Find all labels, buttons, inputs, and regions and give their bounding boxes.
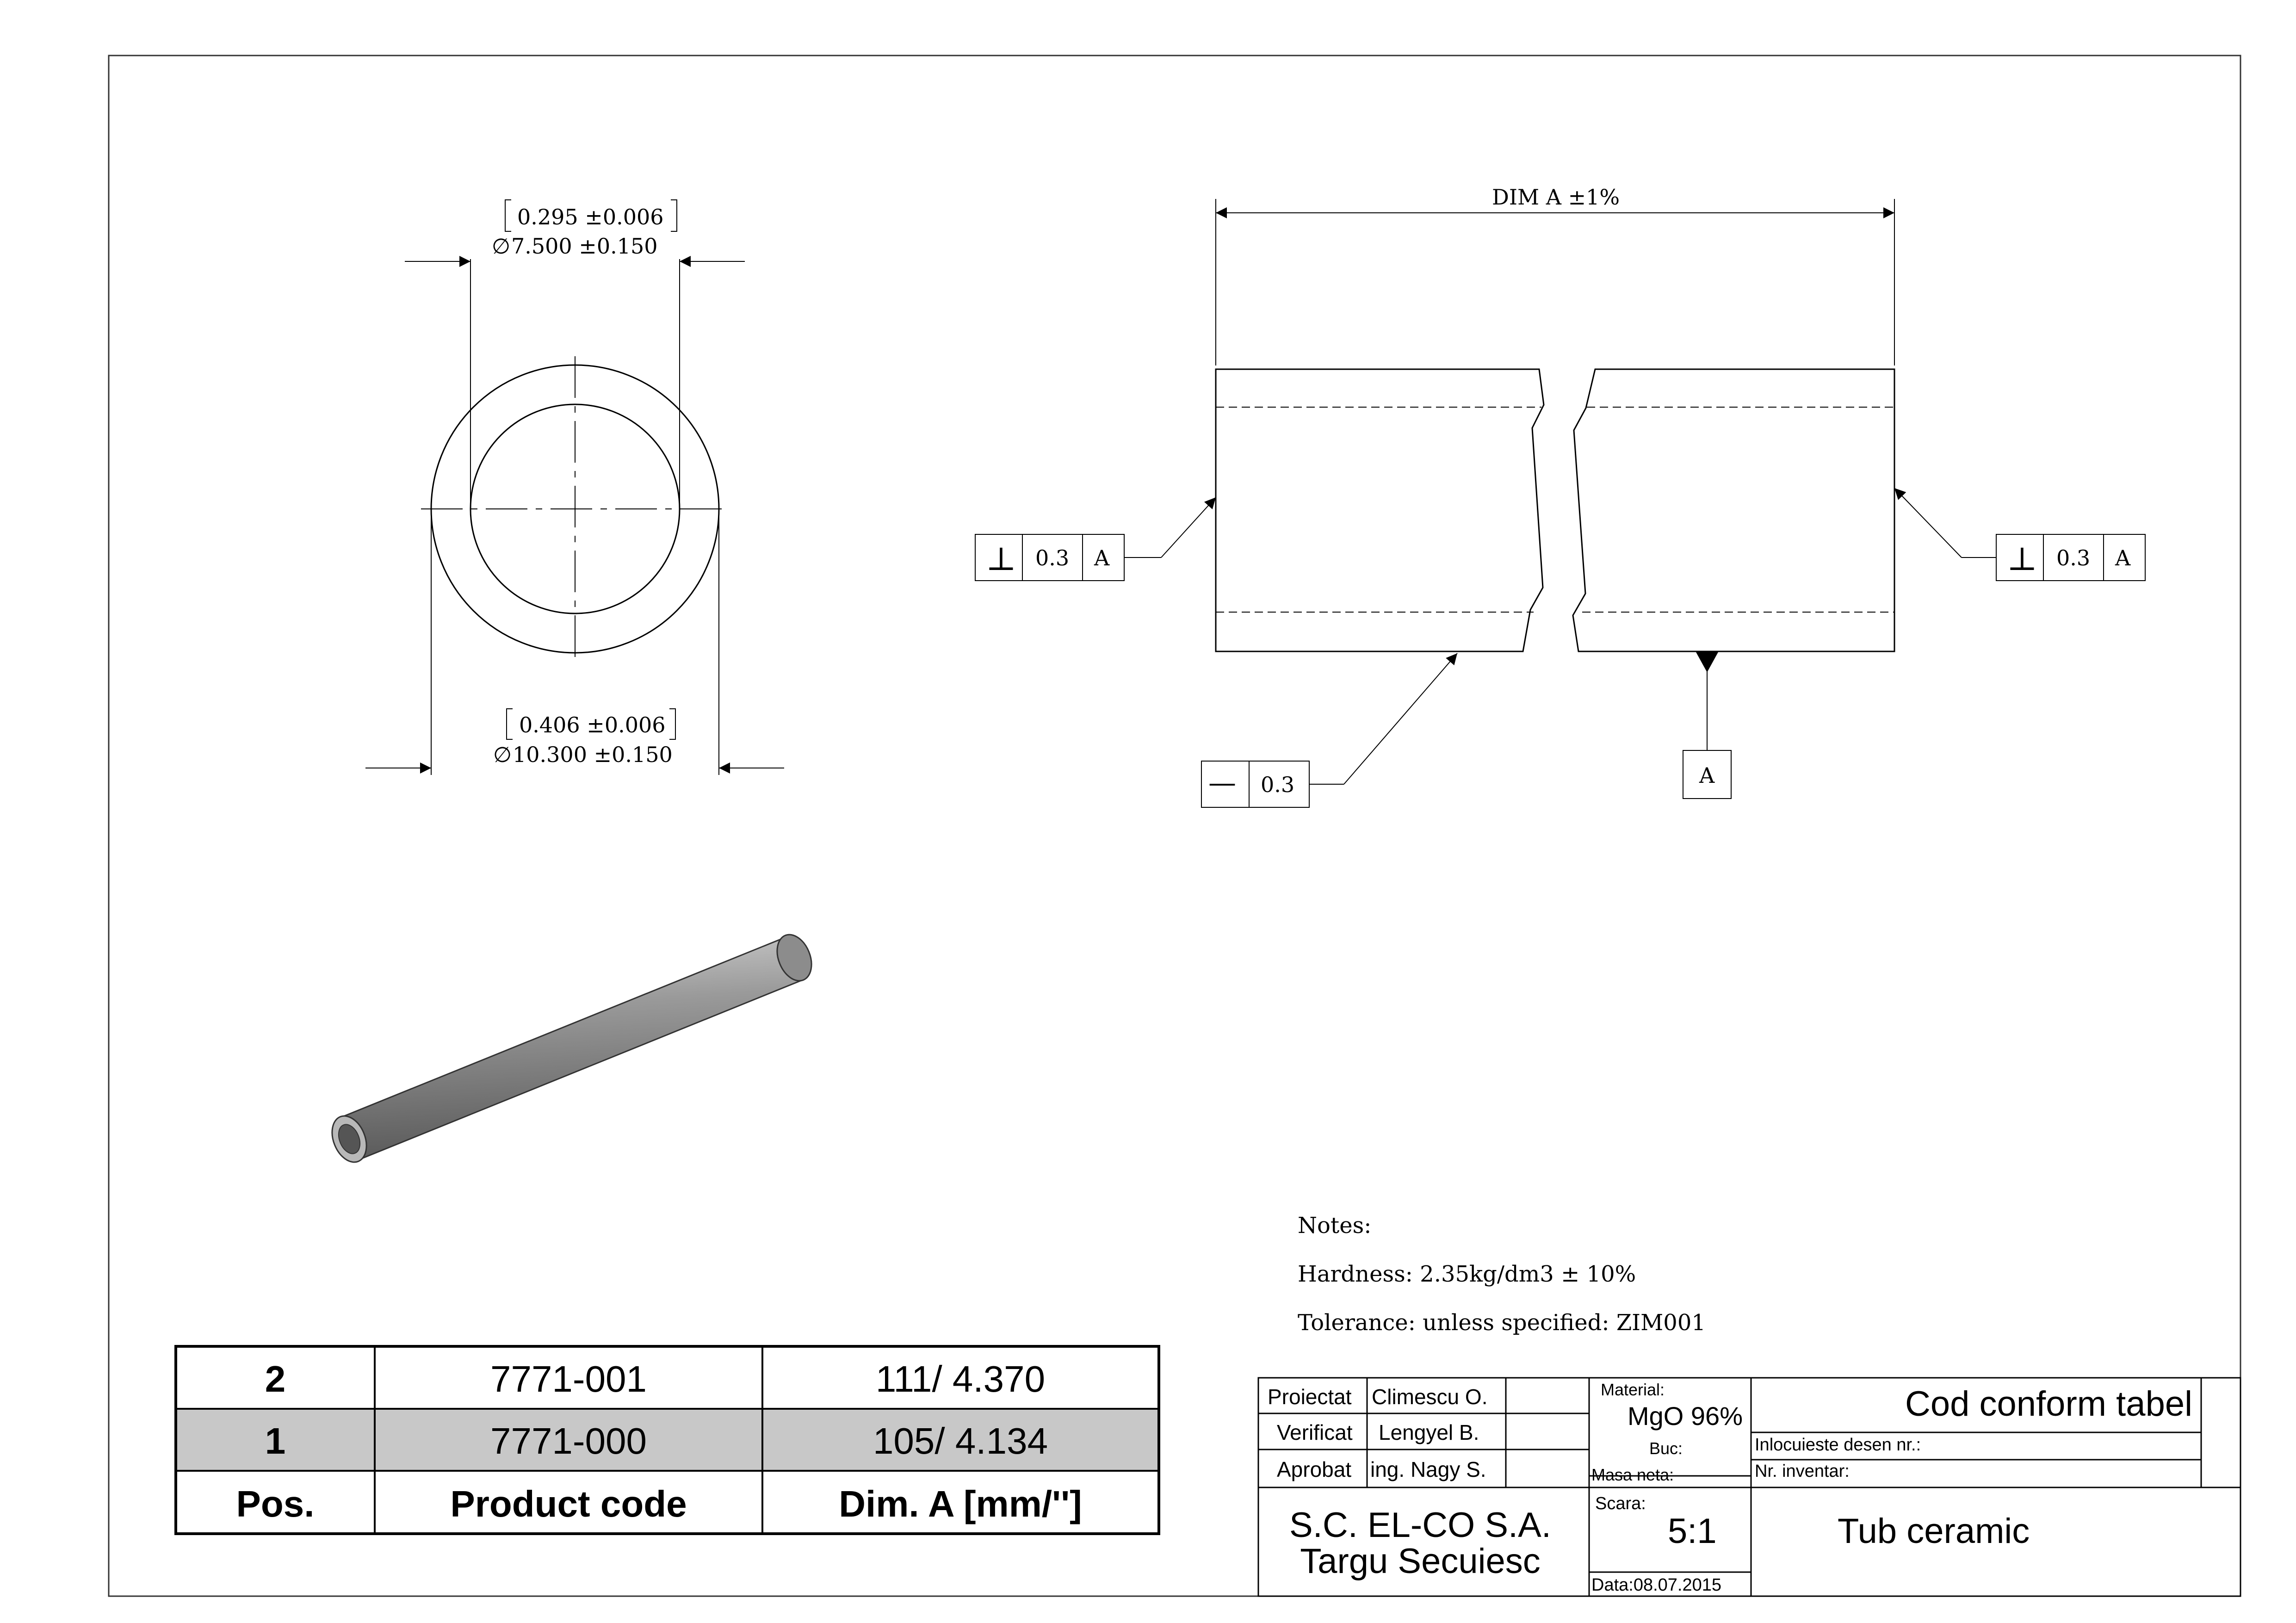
tb-cod-label: Cod conform tabel: [1905, 1384, 2192, 1424]
inner-diameter-inch: 0.295 ±0.006: [517, 204, 664, 229]
tb-masa-label: Masa neta:: [1591, 1465, 1674, 1484]
perpendicularity-icon: ⊥: [986, 540, 1016, 578]
diameter-symbol: ∅: [493, 742, 512, 767]
tb-scara-label: Scara:: [1595, 1494, 1646, 1513]
leader-left: [1161, 497, 1216, 558]
inch-bracket: [507, 709, 513, 739]
table-header-code: Product code: [450, 1483, 687, 1524]
side-view: [975, 199, 2145, 807]
tb-verificat-label: Verificat: [1277, 1420, 1353, 1444]
tb-scara-value: 5:1: [1668, 1511, 1717, 1551]
table-header-dim: Dim. A [mm/'']: [839, 1483, 1082, 1524]
tb-part-name: Tub ceramic: [1838, 1511, 2030, 1551]
isometric-tube-image: [326, 929, 818, 1167]
outer-diameter-mm: 10.300 ±0.150: [513, 742, 673, 767]
inch-bracket: [669, 709, 675, 739]
table-row-code: 7771-001: [490, 1358, 647, 1400]
fcf-right-value: 0.3: [2056, 545, 2091, 570]
sheet-border: [109, 56, 2240, 1596]
fcf-right-datum: A: [2115, 545, 2131, 570]
tb-material-value: MgO 96%: [1628, 1401, 1743, 1431]
table-row-dim: 111/ 4.370: [875, 1358, 1046, 1400]
tube-left-segment: [1216, 369, 1544, 651]
leader-right: [1894, 488, 1962, 558]
perpendicularity-icon: ⊥: [2007, 540, 2037, 578]
diameter-symbol: ∅: [492, 234, 511, 259]
tb-aprobat-label: Aprobat: [1277, 1457, 1352, 1481]
tb-proiectat-label: Proiectat: [1268, 1385, 1352, 1409]
length-dimension-label: DIM A ±1%: [1492, 185, 1620, 210]
table-row-dim: 105/ 4.134: [873, 1420, 1048, 1462]
leader-straightness: [1344, 653, 1457, 784]
table-row-pos: 2: [265, 1358, 286, 1400]
notes-heading: Notes:: [1298, 1213, 1372, 1239]
tb-aprobat-name: ing. Nagy S.: [1370, 1457, 1486, 1481]
tb-company-line2: Targu Secuiesc: [1300, 1542, 1541, 1581]
tb-company-line1: S.C. EL-CO S.A.: [1289, 1505, 1551, 1545]
inner-diameter-mm: 7.500 ±0.150: [511, 234, 658, 259]
tb-inlocuieste-label: Inlocuieste desen nr.:: [1755, 1435, 1921, 1455]
fcf-left-value: 0.3: [1035, 545, 1070, 570]
tube-right-segment: [1573, 369, 1894, 651]
datum-triangle: [1697, 652, 1717, 671]
tb-material-label: Material:: [1601, 1380, 1665, 1399]
tb-verificat-name: Lengyel B.: [1379, 1420, 1479, 1444]
notes-tolerance: Tolerance: unless specified: ZIM001: [1298, 1310, 1706, 1336]
tb-buc-label: Buc:: [1649, 1439, 1683, 1458]
table-row-code: 7771-000: [490, 1420, 647, 1462]
datum-label: A: [1699, 763, 1715, 788]
notes-hardness: Hardness: 2.35kg/dm3 ± 10%: [1298, 1261, 1636, 1287]
tb-inventar-label: Nr. inventar:: [1755, 1462, 1850, 1481]
tb-proiectat-name: Climescu O.: [1372, 1385, 1488, 1409]
table-row-pos: 1: [265, 1420, 286, 1462]
table-header-pos: Pos.: [236, 1483, 315, 1524]
fcf-straightness-value: 0.3: [1261, 772, 1295, 797]
inch-bracket: [505, 200, 511, 231]
end-view: [365, 200, 784, 775]
fcf-left-datum: A: [1094, 545, 1110, 570]
outer-diameter-inch: 0.406 ±0.006: [519, 712, 666, 737]
inch-bracket: [671, 200, 677, 231]
straightness-icon: —: [1208, 767, 1236, 799]
tb-date: Data:08.07.2015: [1591, 1575, 1722, 1595]
